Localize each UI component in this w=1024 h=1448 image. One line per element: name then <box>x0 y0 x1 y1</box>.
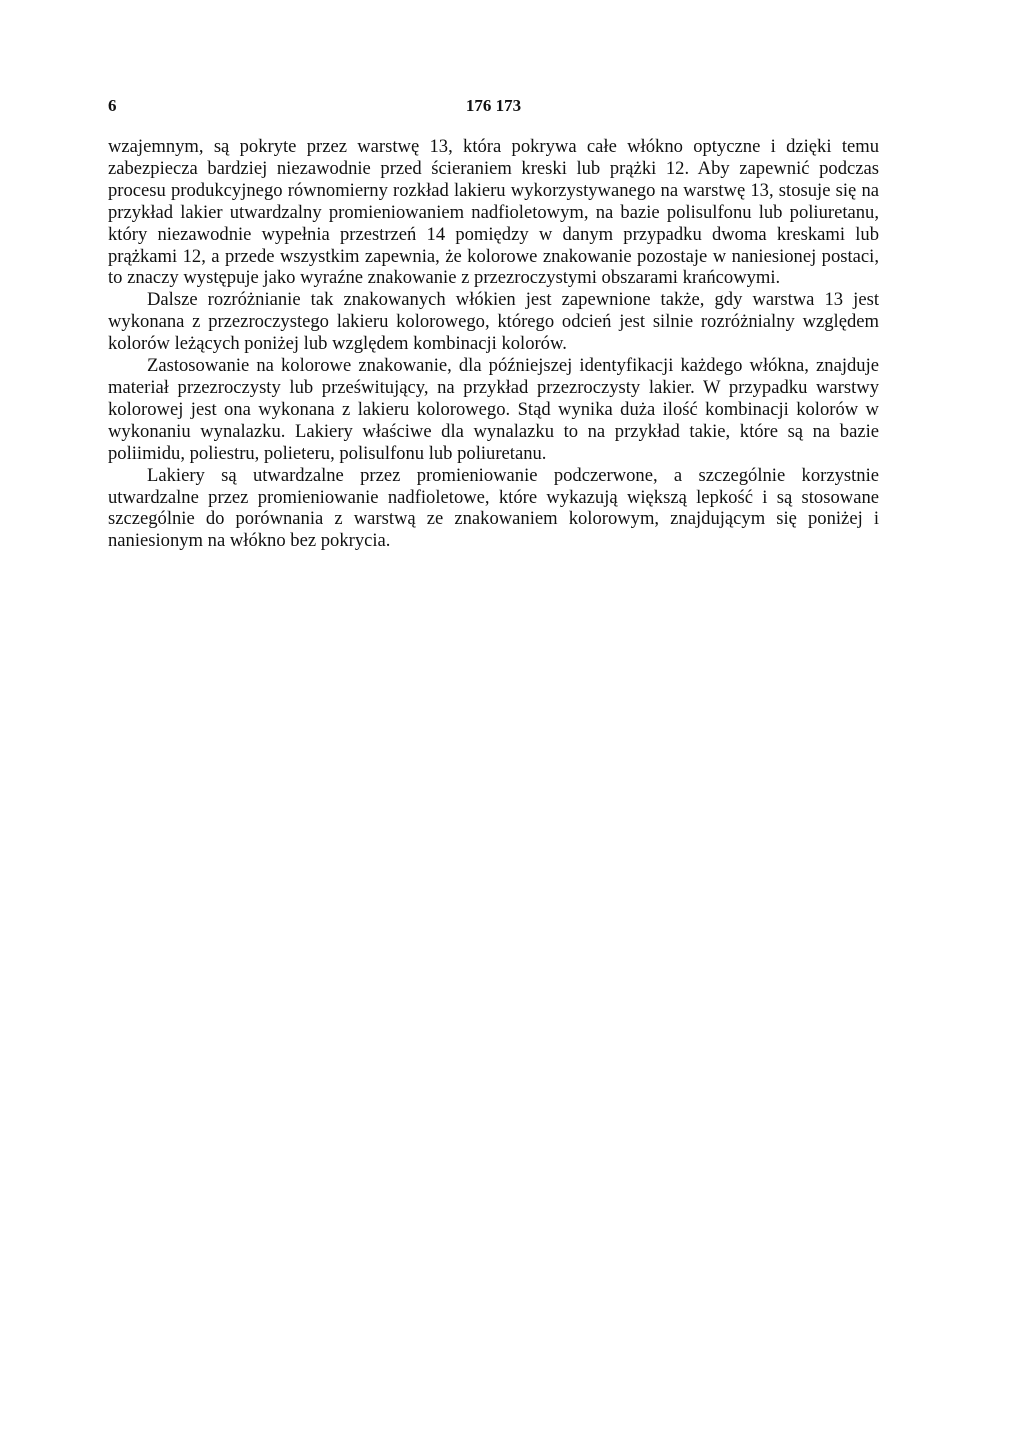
page-header <box>108 96 879 120</box>
paragraph-3: Zastosowanie na kolorowe znakowanie, dla późniejszej identyfikacji każdego włókna, znajduje materiał przezroczysty lub prześwitujący, na przykład przezroczysty lakier. W przypadku warstwy kolorowej jest ona wykonana z lakieru kolorowego. Stąd wynika duża ilość kombinacji kolorów w wykonaniu wynalazku. Lakiery właściwe dla wynalazku to na przykład takie, które są na bazie poliimidu, poliestru, polieteru, polisulfonu lub poliuretanu. <box>108 355 879 464</box>
paragraph-1: wzajemnym, są pokryte przez warstwę 13, która pokrywa całe włókno optyczne i dzięki temu zabezpiecza bardziej niezawodnie przed ścieraniem kreski lub prążki 12. Aby zapewnić podczas procesu produkcyjnego równomierny rozkład lakieru wykorzystywanego na warstwę 13, stosuje się na przykład lakier utwardzalny promieniowaniem nadfioletowym, na bazie polisulfonu lub poliuretanu, który niezawodnie wypełnia przestrzeń 14 pomiędzy w danym przypadku dwoma kreskami lub prążkami 12, a przede wszystkim zapewnia, że kolorowe znakowanie pozostaje w naniesionej postaci, to znaczy występuje jako wyraźne znakowanie z przezroczystymi obszarami krańcowymi. <box>108 136 879 289</box>
document-number: 176 173 <box>465 96 522 115</box>
body-text <box>108 136 879 552</box>
paragraph-2: Dalsze rozróżnianie tak znakowanych włókien jest zapewnione także, gdy warstwa 13 jest wykonana z przezroczystego lakieru kolorowego, którego odcień jest silnie rozróżnialny względem kolorów leżących poniżej lub względem kombinacji kolorów. <box>108 289 879 355</box>
paragraph-4: Lakiery są utwardzalne przez promieniowanie podczerwone, a szczególnie korzystnie utwardzalne przez promieniowanie nadfioletowe, które wykazują większą lepkość i są stosowane szczególnie do porównania z warstwą ze znakowaniem kolorowym, znajdującym się poniżej i naniesionym na włókno bez pokrycia. <box>108 464 879 552</box>
page-number: 6 <box>108 96 117 115</box>
